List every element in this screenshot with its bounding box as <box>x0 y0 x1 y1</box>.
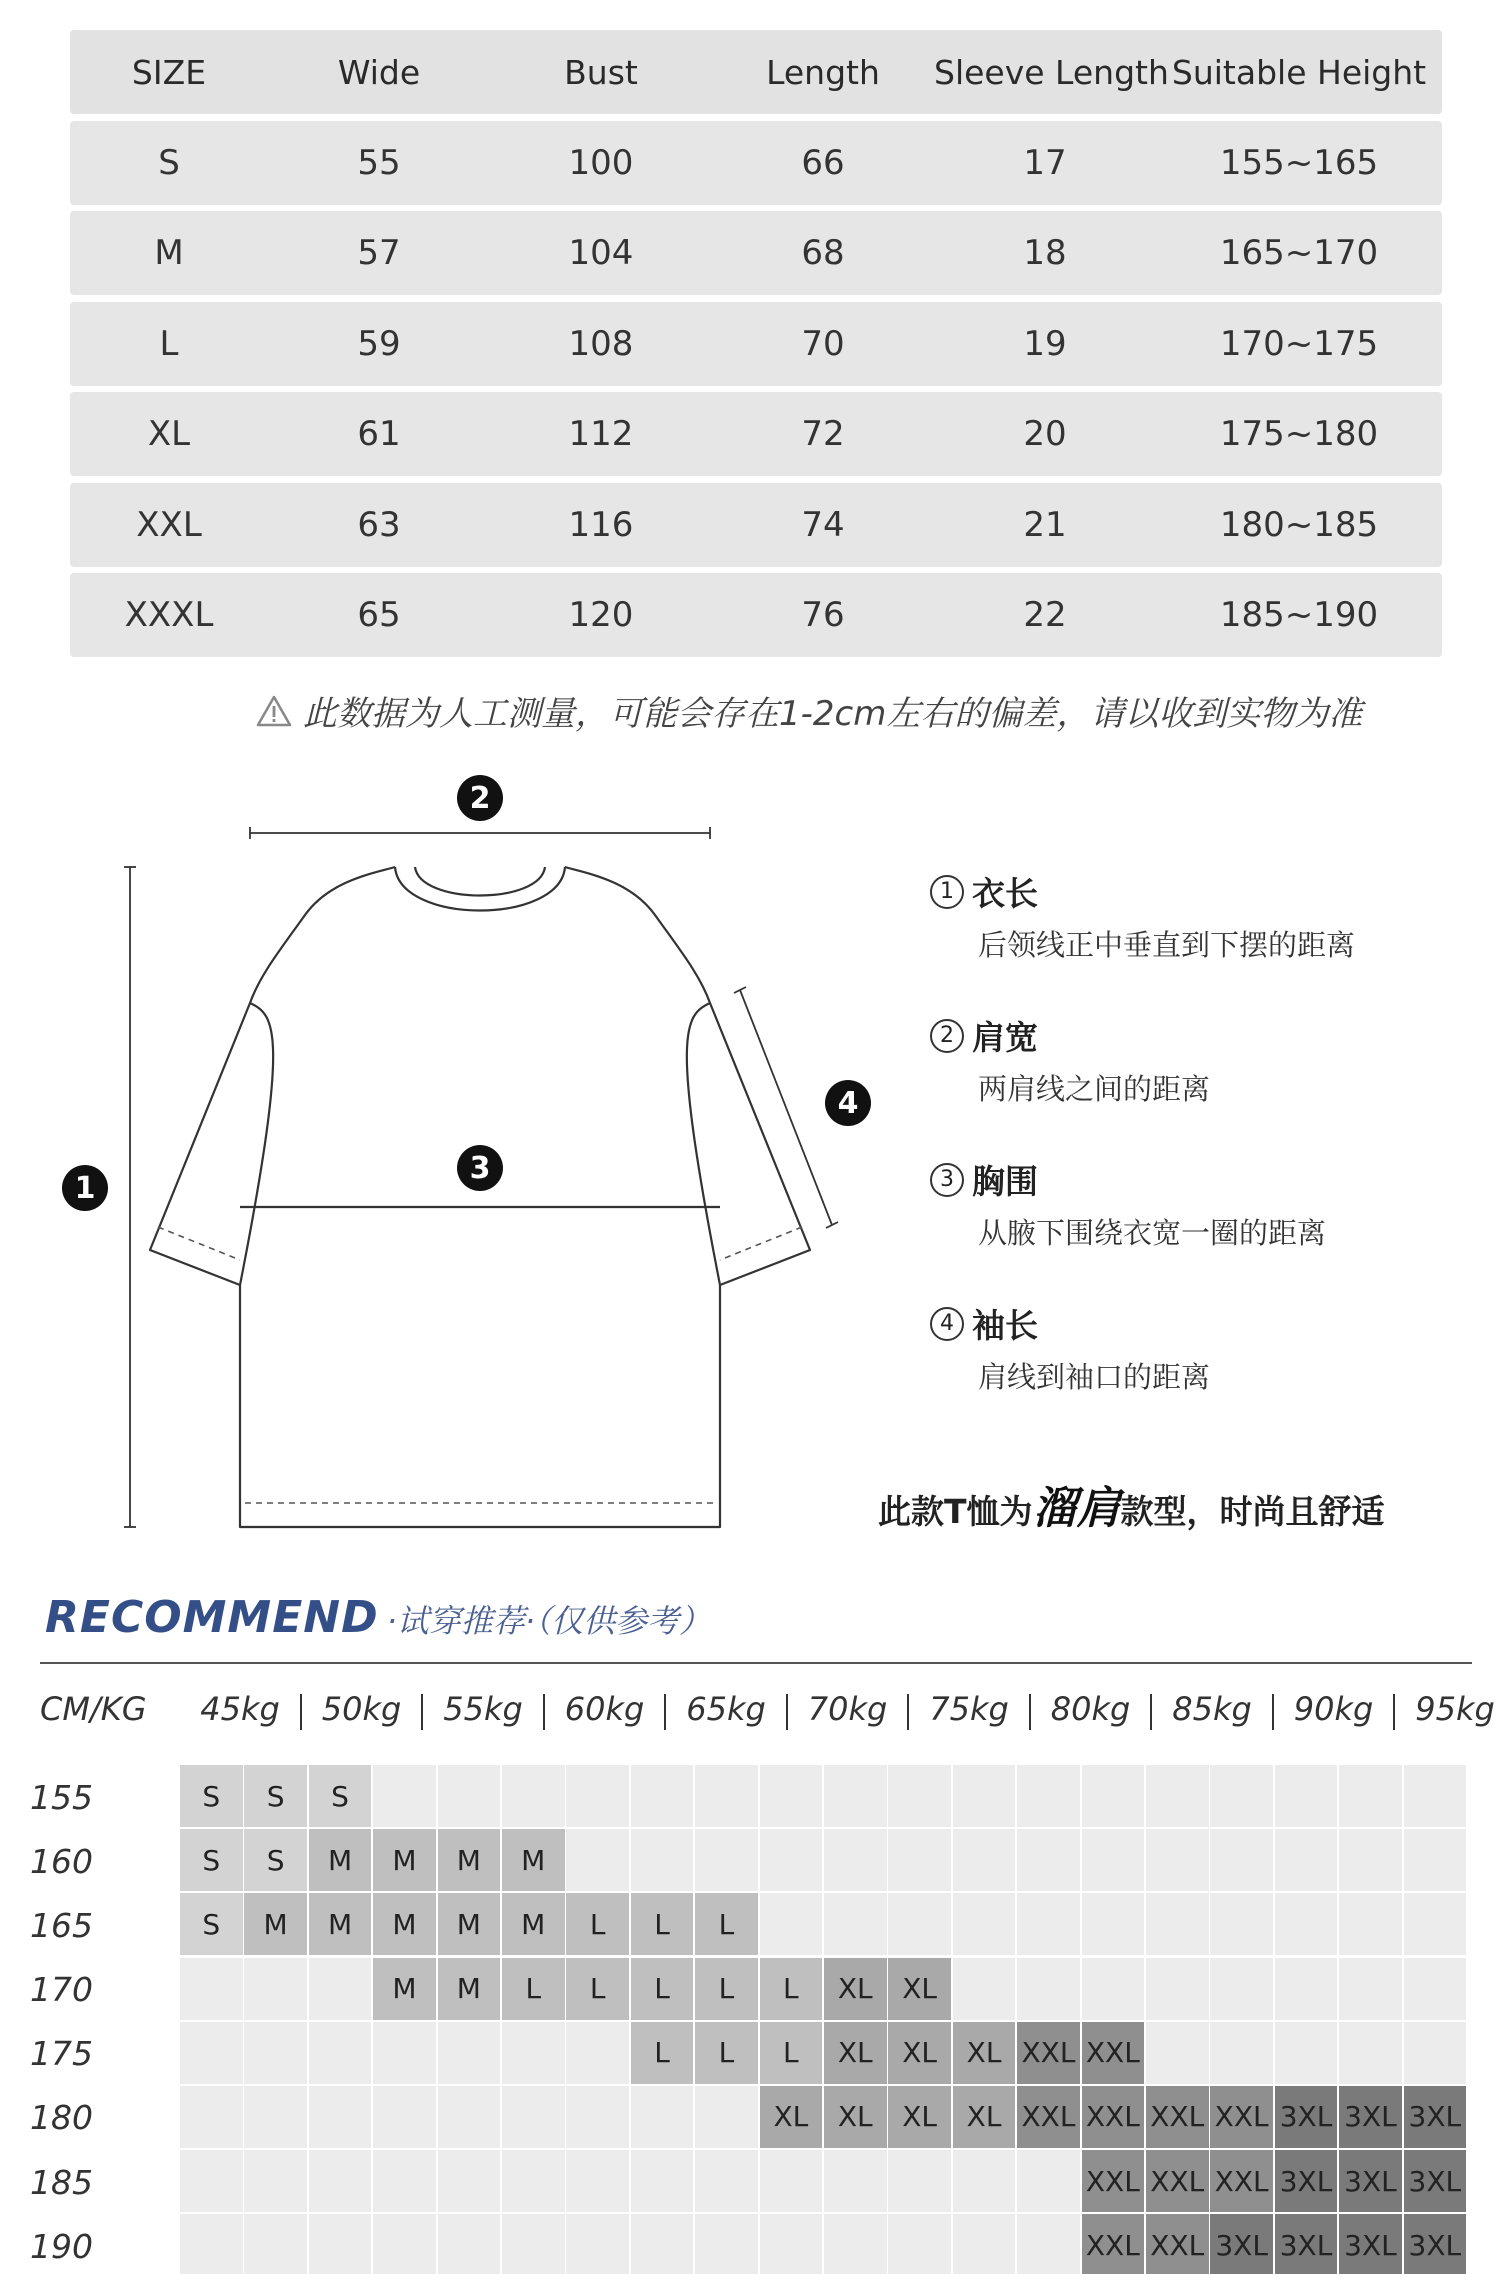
legend-desc: 两肩线之间的距离 <box>978 1072 1211 1106</box>
recommend-title: RECOMMEND <box>45 1592 379 1643</box>
grid-cell <box>309 2022 372 2084</box>
grid-cell: S <box>180 1829 243 1891</box>
grid-cell <box>1404 1958 1467 2020</box>
weight-label: 60kg <box>564 1690 645 1728</box>
height-label: 155 <box>30 1777 93 1817</box>
size-cell: 21 <box>1023 504 1067 545</box>
grid-cell: M <box>438 1893 501 1955</box>
grid-cell <box>824 1765 887 1827</box>
grid-cell <box>1146 1829 1209 1891</box>
grid-cell: XL <box>760 2086 823 2148</box>
grid-cell <box>1404 1893 1467 1955</box>
size-cell: 112 <box>568 414 634 454</box>
grid-cell: XXL <box>1082 2214 1145 2274</box>
grid-cell: XL <box>824 1958 887 2020</box>
grid-cell <box>631 1829 694 1891</box>
height-label: 180 <box>30 2098 93 2138</box>
header-length: Length <box>766 52 880 92</box>
grid-cell <box>1146 2022 1209 2084</box>
grid-cell: 3XL <box>1404 2086 1467 2148</box>
legend-number: 1 <box>930 875 964 909</box>
grid-cell <box>1082 1893 1145 1955</box>
header-size: SIZE <box>131 52 207 92</box>
grid-cell <box>1404 1829 1467 1891</box>
grid-cell: XL <box>888 1958 951 2020</box>
legend-item-bust <box>930 1156 1450 1252</box>
grid-cell: XXL <box>1082 2150 1145 2212</box>
grid-cell <box>824 2214 887 2274</box>
grid-cell: XL <box>824 2022 887 2084</box>
grid-cell: L <box>760 1958 823 2020</box>
grid-cell <box>1339 1958 1402 2020</box>
grid-cell: M <box>309 1829 372 1891</box>
grid-cell: 3XL <box>1404 2150 1467 2212</box>
grid-row <box>30 1958 1472 2022</box>
recommend-heading <box>45 1592 711 1643</box>
grid-cell: 3XL <box>1275 2150 1338 2212</box>
size-cell: 70 <box>801 323 845 364</box>
grid-cell <box>1210 2022 1273 2084</box>
weight-label: 75kg <box>929 1690 1009 1728</box>
grid-cell: XXL <box>1017 2022 1080 2084</box>
grid-cell: L <box>631 1958 694 2020</box>
grid-cell <box>309 2214 372 2274</box>
legend-title: 胸围 <box>972 1162 1038 1201</box>
grid-cell: S <box>244 1829 307 1891</box>
grid-cell <box>438 1765 501 1827</box>
warning-icon <box>255 694 293 728</box>
style-note <box>878 1472 1448 1536</box>
legend-title: 袖长 <box>972 1306 1038 1345</box>
grid-cell <box>566 1765 629 1827</box>
grid-cell <box>373 2086 436 2148</box>
grid-cell: M <box>502 1893 565 1955</box>
grid-cell <box>888 1829 951 1891</box>
grid-cell <box>1404 2022 1467 2084</box>
header-sleeve-length: Sleeve Length <box>934 52 1169 92</box>
size-cell: 74 <box>801 504 845 545</box>
grid-cell <box>888 2150 951 2212</box>
size-cell: 108 <box>568 323 634 364</box>
grid-cell <box>373 2022 436 2084</box>
legend-item-sleeve <box>930 1300 1450 1396</box>
legend-desc: 肩线到袖口的距离 <box>978 1360 1211 1394</box>
grid-cell <box>566 2086 629 2148</box>
grid-cell <box>953 2214 1016 2274</box>
grid-cell: L <box>695 1958 758 2020</box>
grid-cell <box>244 2214 307 2274</box>
size-cell: 19 <box>1023 323 1067 364</box>
grid-cell <box>1275 1829 1338 1891</box>
grid-cell <box>760 2214 823 2274</box>
size-table-header <box>70 30 1442 114</box>
grid-row <box>30 2086 1472 2150</box>
grid-cell: M <box>244 1893 307 1955</box>
grid-cell: S <box>180 1893 243 1955</box>
size-row <box>70 302 1442 386</box>
height-label: 160 <box>30 1841 93 1881</box>
grid-cell <box>1339 1829 1402 1891</box>
grid-cell <box>824 1893 887 1955</box>
grid-cell <box>888 1893 951 1955</box>
grid-cell <box>695 1829 758 1891</box>
grid-cell: 3XL <box>1210 2214 1273 2274</box>
grid-cell: XXL <box>1210 2150 1273 2212</box>
grid-cell <box>438 2086 501 2148</box>
grid-cell <box>760 1765 823 1827</box>
size-cell: 59 <box>357 323 401 364</box>
header-bust: Bust <box>564 52 638 92</box>
weight-label: 55kg <box>443 1690 523 1728</box>
grid-cell: XXL <box>1210 2086 1273 2148</box>
legend-number: 2 <box>930 1019 964 1053</box>
grid-cell <box>502 2022 565 2084</box>
height-label: 190 <box>30 2226 93 2266</box>
grid-cell: 3XL <box>1339 2214 1402 2274</box>
grid-cell: 3XL <box>1275 2214 1338 2274</box>
grid-cell <box>888 1765 951 1827</box>
grid-row <box>30 2150 1472 2214</box>
grid-cell <box>180 2150 243 2212</box>
grid-cell <box>953 1765 1016 1827</box>
grid-cell <box>1275 1958 1338 2020</box>
grid-cell <box>695 2086 758 2148</box>
recommend-divider <box>40 1662 1472 1664</box>
grid-cell: M <box>502 1829 565 1891</box>
grid-cell <box>1082 1765 1145 1827</box>
weight-label: 70kg <box>807 1690 888 1728</box>
grid-cell: M <box>373 1829 436 1891</box>
size-cell: 116 <box>568 504 634 545</box>
grid-cell: S <box>244 1765 307 1827</box>
legend-title: 衣长 <box>972 874 1038 913</box>
grid-cell: 3XL <box>1339 2086 1402 2148</box>
grid-cell: M <box>373 1893 436 1955</box>
header-wide: Wide <box>337 52 421 92</box>
grid-cell: L <box>566 1893 629 1955</box>
size-cell: S <box>158 142 180 183</box>
grid-cell <box>631 2214 694 2274</box>
grid-cell <box>953 2150 1016 2212</box>
measure-badge-shoulder: 2 <box>457 775 503 821</box>
grid-cell <box>180 2214 243 2274</box>
grid-cell <box>309 2150 372 2212</box>
size-cell: 165~170 <box>1219 233 1379 273</box>
size-cell: 104 <box>568 233 634 273</box>
weight-label: 50kg <box>321 1690 402 1728</box>
legend-desc: 从腋下围绕衣宽一圈的距离 <box>978 1216 1327 1250</box>
grid-cell <box>760 1893 823 1955</box>
legend-item-length <box>930 868 1450 964</box>
grid-cell <box>760 2150 823 2212</box>
measure-badge-length: 1 <box>62 1165 108 1211</box>
grid-cell: XL <box>888 2086 951 2148</box>
grid-cell <box>309 2086 372 2148</box>
size-cell: 22 <box>1023 595 1067 635</box>
grid-cell <box>502 2150 565 2212</box>
grid-cell <box>1017 2150 1080 2212</box>
grid-cell: XXL <box>1146 2086 1209 2148</box>
grid-cell <box>373 2214 436 2274</box>
grid-cell: XL <box>824 2086 887 2148</box>
grid-cell <box>953 1958 1016 2020</box>
grid-cell <box>695 1765 758 1827</box>
size-cell: XL <box>147 414 191 454</box>
grid-cell <box>1146 1893 1209 1955</box>
height-label: 185 <box>30 2162 93 2202</box>
grid-cell <box>1275 1893 1338 1955</box>
grid-cell: 3XL <box>1404 2214 1467 2274</box>
grid-cell <box>373 1765 436 1827</box>
size-cell: 180~185 <box>1219 504 1379 545</box>
grid-cell: XXL <box>1146 2214 1209 2274</box>
grid-cell <box>566 2022 629 2084</box>
size-row <box>70 121 1442 205</box>
grid-cell: M <box>438 1958 501 2020</box>
grid-cell <box>180 2022 243 2084</box>
grid-cell <box>760 1829 823 1891</box>
size-cell: 18 <box>1023 233 1067 273</box>
grid-cell <box>1275 1765 1338 1827</box>
size-cell: 61 <box>357 414 401 454</box>
size-cell: 100 <box>568 142 634 183</box>
legend-number: 3 <box>930 1163 964 1197</box>
size-row <box>70 483 1442 567</box>
size-cell: 170~175 <box>1219 323 1379 364</box>
size-cell: 185~190 <box>1219 595 1379 635</box>
grid-cell: L <box>760 2022 823 2084</box>
height-label: 170 <box>30 1970 93 2010</box>
style-note-post: 款型，时尚且舒适 <box>1120 1492 1385 1531</box>
grid-cell <box>631 2150 694 2212</box>
tshirt-diagram <box>40 755 880 1555</box>
measurement-note <box>255 686 1445 735</box>
size-cell: 155~165 <box>1219 142 1379 183</box>
grid-cell: L <box>631 1893 694 1955</box>
grid-cell <box>1210 1958 1273 2020</box>
grid-cell <box>566 1829 629 1891</box>
grid-cell <box>1017 1829 1080 1891</box>
grid-cell: XXL <box>1082 2022 1145 2084</box>
grid-cell <box>1017 1958 1080 2020</box>
grid-cell <box>502 1765 565 1827</box>
grid-cell: 3XL <box>1339 2150 1402 2212</box>
weight-header <box>40 1690 1495 1740</box>
grid-cell <box>438 2022 501 2084</box>
height-label: 165 <box>30 1905 93 1945</box>
measure-badge-sleeve: 4 <box>825 1080 871 1126</box>
grid-cell: M <box>309 1893 372 1955</box>
grid-cell: XXL <box>1146 2150 1209 2212</box>
grid-cell <box>631 1765 694 1827</box>
grid-cell <box>695 2150 758 2212</box>
measurement-legend <box>930 868 1450 1444</box>
grid-cell <box>502 2086 565 2148</box>
size-cell: 68 <box>801 233 845 273</box>
grid-cell: XXL <box>1082 2086 1145 2148</box>
size-cell: 65 <box>357 595 401 635</box>
size-cell: XXXL <box>124 595 214 635</box>
grid-cell: L <box>631 2022 694 2084</box>
weight-label: 45kg <box>200 1690 280 1728</box>
grid-cell: M <box>438 1829 501 1891</box>
grid-cell: L <box>695 2022 758 2084</box>
grid-cell <box>1339 2022 1402 2084</box>
grid-cell <box>566 2214 629 2274</box>
grid-cell <box>1017 1893 1080 1955</box>
legend-title: 肩宽 <box>972 1018 1038 1057</box>
grid-cell: L <box>566 1958 629 2020</box>
height-weight-corner: CM/KG <box>40 1690 147 1728</box>
size-cell: L <box>159 323 179 364</box>
weight-label: 95kg <box>1415 1690 1495 1728</box>
grid-cell <box>244 2086 307 2148</box>
grid-row <box>30 2214 1472 2274</box>
weight-label: 80kg <box>1050 1690 1131 1728</box>
legend-desc: 后领线正中垂直到下摆的距离 <box>978 928 1356 962</box>
grid-cell <box>888 2214 951 2274</box>
grid-cell <box>1146 1958 1209 2020</box>
grid-cell <box>953 1893 1016 1955</box>
grid-cell: M <box>373 1958 436 2020</box>
grid-cell <box>566 2150 629 2212</box>
grid-cell <box>695 2214 758 2274</box>
grid-cell <box>1146 1765 1209 1827</box>
size-cell: XXL <box>136 504 202 545</box>
grid-cell <box>1275 2022 1338 2084</box>
size-cell: 72 <box>801 414 845 454</box>
grid-cell <box>824 2150 887 2212</box>
measure-badge-bust: 3 <box>457 1145 503 1191</box>
grid-cell <box>1082 1958 1145 2020</box>
size-cell: 66 <box>801 142 845 183</box>
grid-cell <box>244 2022 307 2084</box>
height-label: 175 <box>30 2034 93 2074</box>
weight-label: 85kg <box>1172 1690 1252 1728</box>
grid-cell <box>1017 1765 1080 1827</box>
size-cell: M <box>154 233 184 273</box>
size-row <box>70 211 1442 295</box>
grid-cell <box>438 2150 501 2212</box>
grid-cell <box>373 2150 436 2212</box>
grid-cell <box>1210 1829 1273 1891</box>
recommend-subtitle: ·试穿推荐·（仅供参考） <box>386 1602 711 1640</box>
grid-cell: L <box>502 1958 565 2020</box>
size-row <box>70 573 1442 657</box>
grid-cell <box>1082 1829 1145 1891</box>
grid-row <box>30 1765 1472 1829</box>
size-row <box>70 392 1442 476</box>
style-note-pre: 此款T恤为 <box>878 1492 1033 1531</box>
size-cell: 76 <box>801 595 845 635</box>
grid-cell <box>953 1829 1016 1891</box>
size-cell: 57 <box>357 233 401 273</box>
grid-cell <box>824 1829 887 1891</box>
grid-cell: XL <box>888 2022 951 2084</box>
grid-cell <box>1339 1893 1402 1955</box>
measurement-note-text: 此数据为人工测量，可能会存在1-2cm左右的偏差，请以收到实物为准 <box>303 694 1363 734</box>
grid-row <box>30 1829 1472 1893</box>
size-cell: 55 <box>357 142 401 183</box>
grid-cell <box>438 2214 501 2274</box>
grid-cell: 3XL <box>1275 2086 1338 2148</box>
grid-cell: XL <box>953 2086 1016 2148</box>
size-cell: 17 <box>1023 142 1067 183</box>
weight-label: 65kg <box>686 1690 766 1728</box>
size-cell: 120 <box>568 595 634 635</box>
size-cell: 63 <box>357 504 401 545</box>
grid-cell <box>180 1958 243 2020</box>
grid-cell <box>244 2150 307 2212</box>
grid-cell <box>502 2214 565 2274</box>
size-cell: 20 <box>1023 414 1067 454</box>
legend-item-shoulder <box>930 1012 1450 1108</box>
weight-label: 90kg <box>1293 1690 1374 1728</box>
grid-cell: XL <box>953 2022 1016 2084</box>
grid-cell <box>180 2086 243 2148</box>
grid-row <box>30 2022 1472 2086</box>
size-table <box>70 30 1442 664</box>
grid-cell <box>1210 1765 1273 1827</box>
grid-cell <box>1404 1765 1467 1827</box>
grid-cell: S <box>180 1765 243 1827</box>
grid-cell: L <box>695 1893 758 1955</box>
grid-cell: XXL <box>1017 2086 1080 2148</box>
header-suitable-height: Suitable Height <box>1171 52 1427 92</box>
grid-cell <box>309 1958 372 2020</box>
style-note-emphasis: 溜肩 <box>1032 1483 1121 1534</box>
grid-cell <box>1017 2214 1080 2274</box>
recommend-grid <box>30 1765 1472 2274</box>
size-cell: 175~180 <box>1219 414 1379 454</box>
grid-cell <box>631 2086 694 2148</box>
grid-cell <box>1339 1765 1402 1827</box>
grid-row <box>30 1893 1472 1957</box>
legend-number: 4 <box>930 1307 964 1341</box>
grid-cell <box>244 1958 307 2020</box>
grid-cell <box>1210 1893 1273 1955</box>
grid-cell: S <box>309 1765 372 1827</box>
